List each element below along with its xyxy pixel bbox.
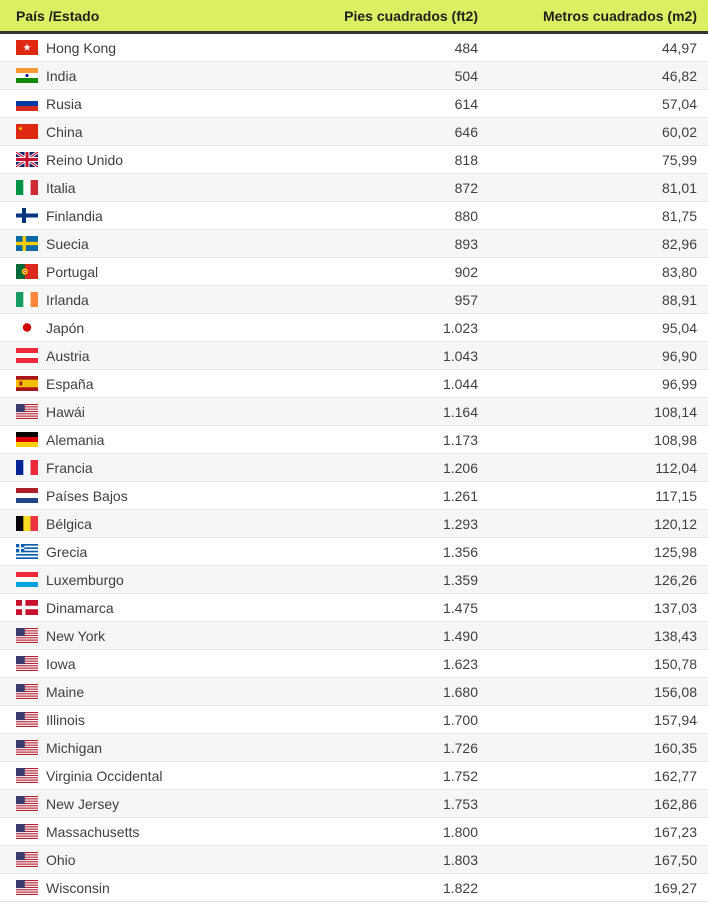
square-meters-value: 60,02: [661, 123, 697, 140]
country-name: Alemania: [46, 431, 105, 448]
country-name: New Jersey: [46, 795, 120, 812]
country-cell: [0, 292, 300, 308]
country-name: Maine: [46, 683, 85, 700]
square-feet-value: 1.293: [442, 515, 478, 532]
table-row: [0, 678, 708, 706]
table-row: [0, 706, 708, 734]
flag-hk-icon: [16, 40, 38, 55]
table-row: [0, 118, 708, 146]
country-name: Dinamarca: [46, 599, 114, 616]
square-meters-value: 108,14: [654, 403, 697, 420]
country-cell: [0, 880, 300, 896]
square-feet-value: 1.726: [442, 739, 478, 756]
square-meters-value: 83,80: [661, 263, 697, 280]
flag-us-icon: [16, 404, 38, 419]
country-name: Illinois: [46, 711, 85, 728]
square-meters-value: 81,75: [661, 207, 697, 224]
country-name: Japón: [46, 319, 85, 336]
table-row: [0, 622, 708, 650]
flag-us-icon: [16, 796, 38, 811]
flag-in-icon: [16, 68, 38, 83]
country-cell: [0, 684, 300, 700]
country-cell: [0, 404, 300, 420]
square-meters-value: 88,91: [661, 291, 697, 308]
square-feet-value: 957: [454, 291, 478, 308]
country-cell: [0, 96, 300, 112]
country-name: Reino Unido: [46, 151, 124, 168]
square-feet-value: 1.206: [442, 459, 478, 476]
country-name: Iowa: [46, 655, 76, 672]
square-feet-value: 1.700: [442, 711, 478, 728]
country-name: Ohio: [46, 851, 76, 868]
table-row: [0, 874, 708, 902]
square-feet-value: 1.164: [442, 403, 478, 420]
square-meters-value: 96,90: [661, 347, 697, 364]
country-cell: [0, 152, 300, 168]
square-feet-value: 1.800: [442, 823, 478, 840]
country-cell: [0, 180, 300, 196]
flag-us-icon: [16, 824, 38, 839]
country-cell: [0, 852, 300, 868]
square-meters-value: 162,77: [654, 767, 697, 784]
square-meters-value: 167,23: [654, 823, 697, 840]
flag-us-icon: [16, 880, 38, 895]
table-row: [0, 342, 708, 370]
country-cell: [0, 124, 300, 140]
flag-it-icon: [16, 180, 38, 195]
table-row: [0, 34, 708, 62]
flag-at-icon: [16, 348, 38, 363]
square-meters-value: 125,98: [654, 543, 697, 560]
flag-se-icon: [16, 236, 38, 251]
square-feet-value: 1.043: [442, 347, 478, 364]
square-meters-value: 156,08: [654, 683, 697, 700]
flag-us-icon: [16, 768, 38, 783]
column-header-country: País /Estado: [16, 7, 100, 24]
country-cell: [0, 40, 300, 56]
square-feet-value: 614: [454, 95, 478, 112]
flag-nl-icon: [16, 488, 38, 503]
flag-us-icon: [16, 852, 38, 867]
column-header-square-meters: Metros cuadrados (m2): [542, 7, 697, 24]
square-feet-value: 1.173: [442, 431, 478, 448]
square-meters-value: 138,43: [654, 627, 697, 644]
table-row: [0, 538, 708, 566]
country-cell: [0, 824, 300, 840]
country-cell: [0, 376, 300, 392]
table-row: [0, 454, 708, 482]
country-cell: [0, 460, 300, 476]
square-meters-value: 46,82: [661, 67, 697, 84]
square-feet-value: 1.261: [442, 487, 478, 504]
table-row: [0, 846, 708, 874]
country-cell: [0, 236, 300, 252]
square-feet-value: 1.752: [442, 767, 478, 784]
flag-us-icon: [16, 628, 38, 643]
square-feet-value: 1.680: [442, 683, 478, 700]
table-row: [0, 650, 708, 678]
country-name: Finlandia: [46, 207, 103, 224]
country-cell: [0, 432, 300, 448]
square-feet-value: 872: [454, 179, 478, 196]
country-name: Massachusetts: [46, 823, 140, 840]
square-feet-value: 1.475: [442, 599, 478, 616]
table-row: [0, 314, 708, 342]
table-row: [0, 734, 708, 762]
country-cell: [0, 544, 300, 560]
country-cell: [0, 572, 300, 588]
country-name: Irlanda: [46, 291, 89, 308]
flag-us-icon: [16, 684, 38, 699]
country-cell: [0, 348, 300, 364]
country-name: New York: [46, 627, 106, 644]
table-row: [0, 202, 708, 230]
square-meters-value: 108,98: [654, 431, 697, 448]
square-meters-value: 117,15: [655, 487, 697, 504]
table-row: [0, 398, 708, 426]
table-row: [0, 370, 708, 398]
square-feet-value: 1.356: [442, 543, 478, 560]
table-row: [0, 90, 708, 118]
flag-us-icon: [16, 712, 38, 727]
square-meters-value: 167,50: [654, 851, 697, 868]
square-meters-value: 96,99: [661, 375, 697, 392]
table-row: [0, 790, 708, 818]
country-name: India: [46, 67, 77, 84]
square-feet-value: 1.822: [442, 879, 478, 896]
flag-be-icon: [16, 516, 38, 531]
square-feet-value: 504: [454, 67, 478, 84]
country-name: Bélgica: [46, 515, 92, 532]
table-row: [0, 818, 708, 846]
table-row: [0, 230, 708, 258]
square-feet-value: 484: [454, 39, 478, 56]
square-meters-value: 160,35: [654, 739, 697, 756]
square-meters-value: 81,01: [661, 179, 697, 196]
square-feet-value: 880: [454, 207, 478, 224]
table-row: [0, 594, 708, 622]
flag-gb-icon: [16, 152, 38, 167]
column-header-square-feet: Pies cuadrados (ft2): [344, 7, 478, 24]
table-row: [0, 762, 708, 790]
country-name: Luxemburgo: [46, 571, 124, 588]
country-name: Italia: [46, 179, 76, 196]
table-row: [0, 146, 708, 174]
flag-fr-icon: [16, 460, 38, 475]
square-meters-value: 169,27: [654, 879, 697, 896]
country-name: Michigan: [46, 739, 103, 756]
square-meters-value: 44,97: [661, 39, 697, 56]
square-feet-value: 893: [454, 235, 478, 252]
country-name: Virginia Occidental: [46, 767, 163, 784]
flag-es-icon: [16, 376, 38, 391]
square-meters-value: 157,94: [654, 711, 697, 728]
country-cell: [0, 320, 300, 336]
flag-de-icon: [16, 432, 38, 447]
country-cell: [0, 740, 300, 756]
table-row: [0, 174, 708, 202]
country-name: Portugal: [46, 263, 99, 280]
flag-jp-icon: [16, 320, 38, 335]
flag-fi-icon: [16, 208, 38, 223]
table-row: [0, 566, 708, 594]
country-cell: [0, 768, 300, 784]
country-cell: [0, 68, 300, 84]
square-feet-value: 1.359: [442, 571, 478, 588]
square-meters-value: 112,04: [655, 459, 697, 476]
country-cell: [0, 600, 300, 616]
square-meters-value: 137,03: [654, 599, 697, 616]
flag-ie-icon: [16, 292, 38, 307]
country-name: Francia: [46, 459, 93, 476]
flag-ru-icon: [16, 96, 38, 111]
square-meters-value: 120,12: [654, 515, 697, 532]
country-cell: [0, 796, 300, 812]
country-cell: [0, 656, 300, 672]
country-name: Hong Kong: [46, 39, 117, 56]
country-cell: [0, 516, 300, 532]
table-row: [0, 426, 708, 454]
square-meters-value: 82,96: [661, 235, 697, 252]
country-name: Hawái: [46, 403, 85, 420]
table-row: [0, 62, 708, 90]
square-meters-value: 150,78: [654, 655, 697, 672]
country-name: Austria: [46, 347, 90, 364]
country-cell: [0, 264, 300, 280]
country-cell: [0, 628, 300, 644]
table-row: [0, 482, 708, 510]
country-name: Suecia: [46, 235, 89, 252]
table-row: [0, 258, 708, 286]
flag-pt-icon: [16, 264, 38, 279]
table-row: [0, 286, 708, 314]
country-cell: [0, 208, 300, 224]
square-meters-value: 57,04: [661, 95, 697, 112]
square-feet-value: 1.753: [442, 795, 478, 812]
flag-lu-icon: [16, 572, 38, 587]
country-name: Grecia: [46, 543, 88, 560]
table-body: [0, 34, 708, 902]
country-name: Wisconsin: [46, 879, 110, 896]
country-name: Países Bajos: [46, 487, 128, 504]
square-feet-value: 818: [454, 151, 478, 168]
flag-us-icon: [16, 656, 38, 671]
square-feet-value: 902: [454, 263, 478, 280]
square-feet-value: 1.490: [442, 627, 478, 644]
square-feet-value: 646: [454, 123, 478, 140]
square-meters-value: 162,86: [654, 795, 697, 812]
square-meters-value: 75,99: [661, 151, 697, 168]
flag-us-icon: [16, 740, 38, 755]
country-cell: [0, 712, 300, 728]
country-cell: [0, 488, 300, 504]
country-name: China: [46, 123, 83, 140]
flag-cn-icon: [16, 124, 38, 139]
square-feet-value: 1.623: [442, 655, 478, 672]
table-row: [0, 510, 708, 538]
table-header: [0, 0, 708, 34]
country-name: España: [46, 375, 94, 392]
square-feet-value: 1.044: [442, 375, 478, 392]
square-feet-value: 1.803: [442, 851, 478, 868]
square-feet-value: 1.023: [442, 319, 478, 336]
square-meters-value: 126,26: [654, 571, 697, 588]
square-meters-value: 95,04: [661, 319, 697, 336]
flag-dk-icon: [16, 600, 38, 615]
flag-gr-icon: [16, 544, 38, 559]
country-name: Rusia: [46, 95, 82, 112]
